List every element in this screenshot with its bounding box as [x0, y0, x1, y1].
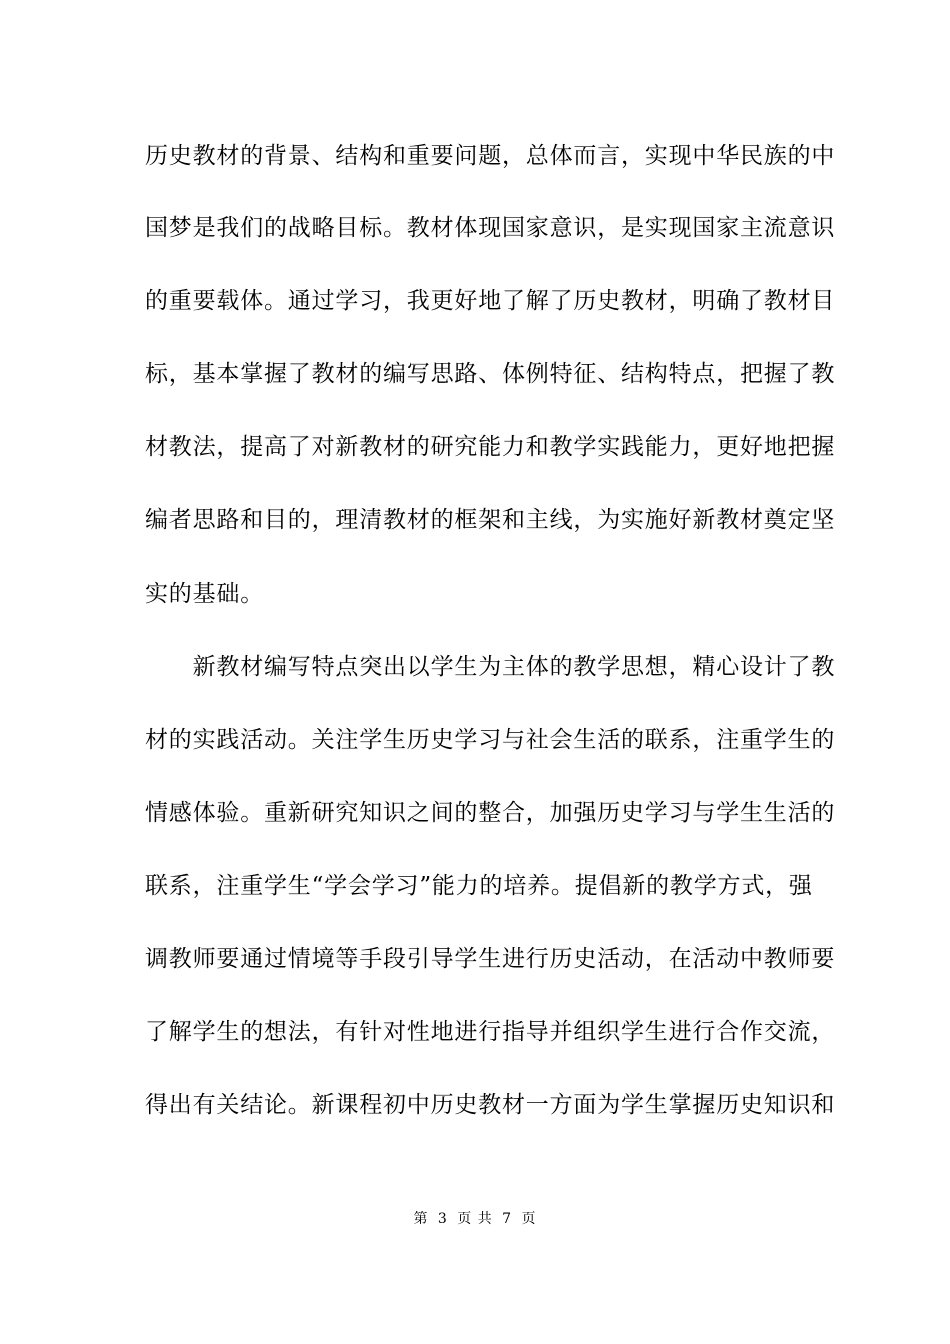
- paragraph-start-line: 新教材编写特点突出以学生为主体的教学思想，精心设计了教: [145, 654, 836, 680]
- text-line-last: 实的基础。: [145, 581, 264, 607]
- text-line: 调教师要通过情境等手段引导学生进行历史活动，在活动中教师要: [145, 946, 836, 972]
- text-line: 联系，注重学生“学会学习”能力的培养。提倡新的教学方式，强: [145, 873, 813, 899]
- current-page-number: 3: [437, 1211, 448, 1227]
- footer-middle: 页 共: [457, 1211, 493, 1227]
- text-line: 材的实践活动。关注学生历史学习与社会生活的联系，注重学生的: [145, 727, 836, 753]
- page-footer: [0, 1208, 950, 1228]
- footer-prefix: 第: [413, 1211, 429, 1227]
- text-line: 材教法，提高了对新教材的研究能力和教学实践能力，更好地把握: [145, 434, 836, 460]
- text-line: 得出有关结论。新课程初中历史教材一方面为学生掌握历史知识和: [145, 1092, 836, 1118]
- text-line: 国梦是我们的战略目标。教材体现国家意识，是实现国家主流意识: [145, 215, 836, 241]
- text-line: 情感体验。重新研究知识之间的整合，加强历史学习与学生生活的: [145, 800, 836, 826]
- text-line: 编者思路和目的，理清教材的框架和主线，为实施好新教材奠定坚: [145, 507, 836, 533]
- total-pages-number: 7: [502, 1211, 513, 1227]
- footer-suffix: 页: [521, 1211, 537, 1227]
- text-line: 标，基本掌握了教材的编写思路、体例特征、结构特点，把握了教: [145, 361, 836, 387]
- text-line: 了解学生的想法，有针对性地进行指导并组织学生进行合作交流，: [145, 1019, 836, 1045]
- text-line: 的重要载体。通过学习，我更好地了解了历史教材，明确了教材目: [145, 288, 836, 314]
- text-line: 历史教材的背景、结构和重要问题，总体而言，实现中华民族的中: [145, 143, 836, 169]
